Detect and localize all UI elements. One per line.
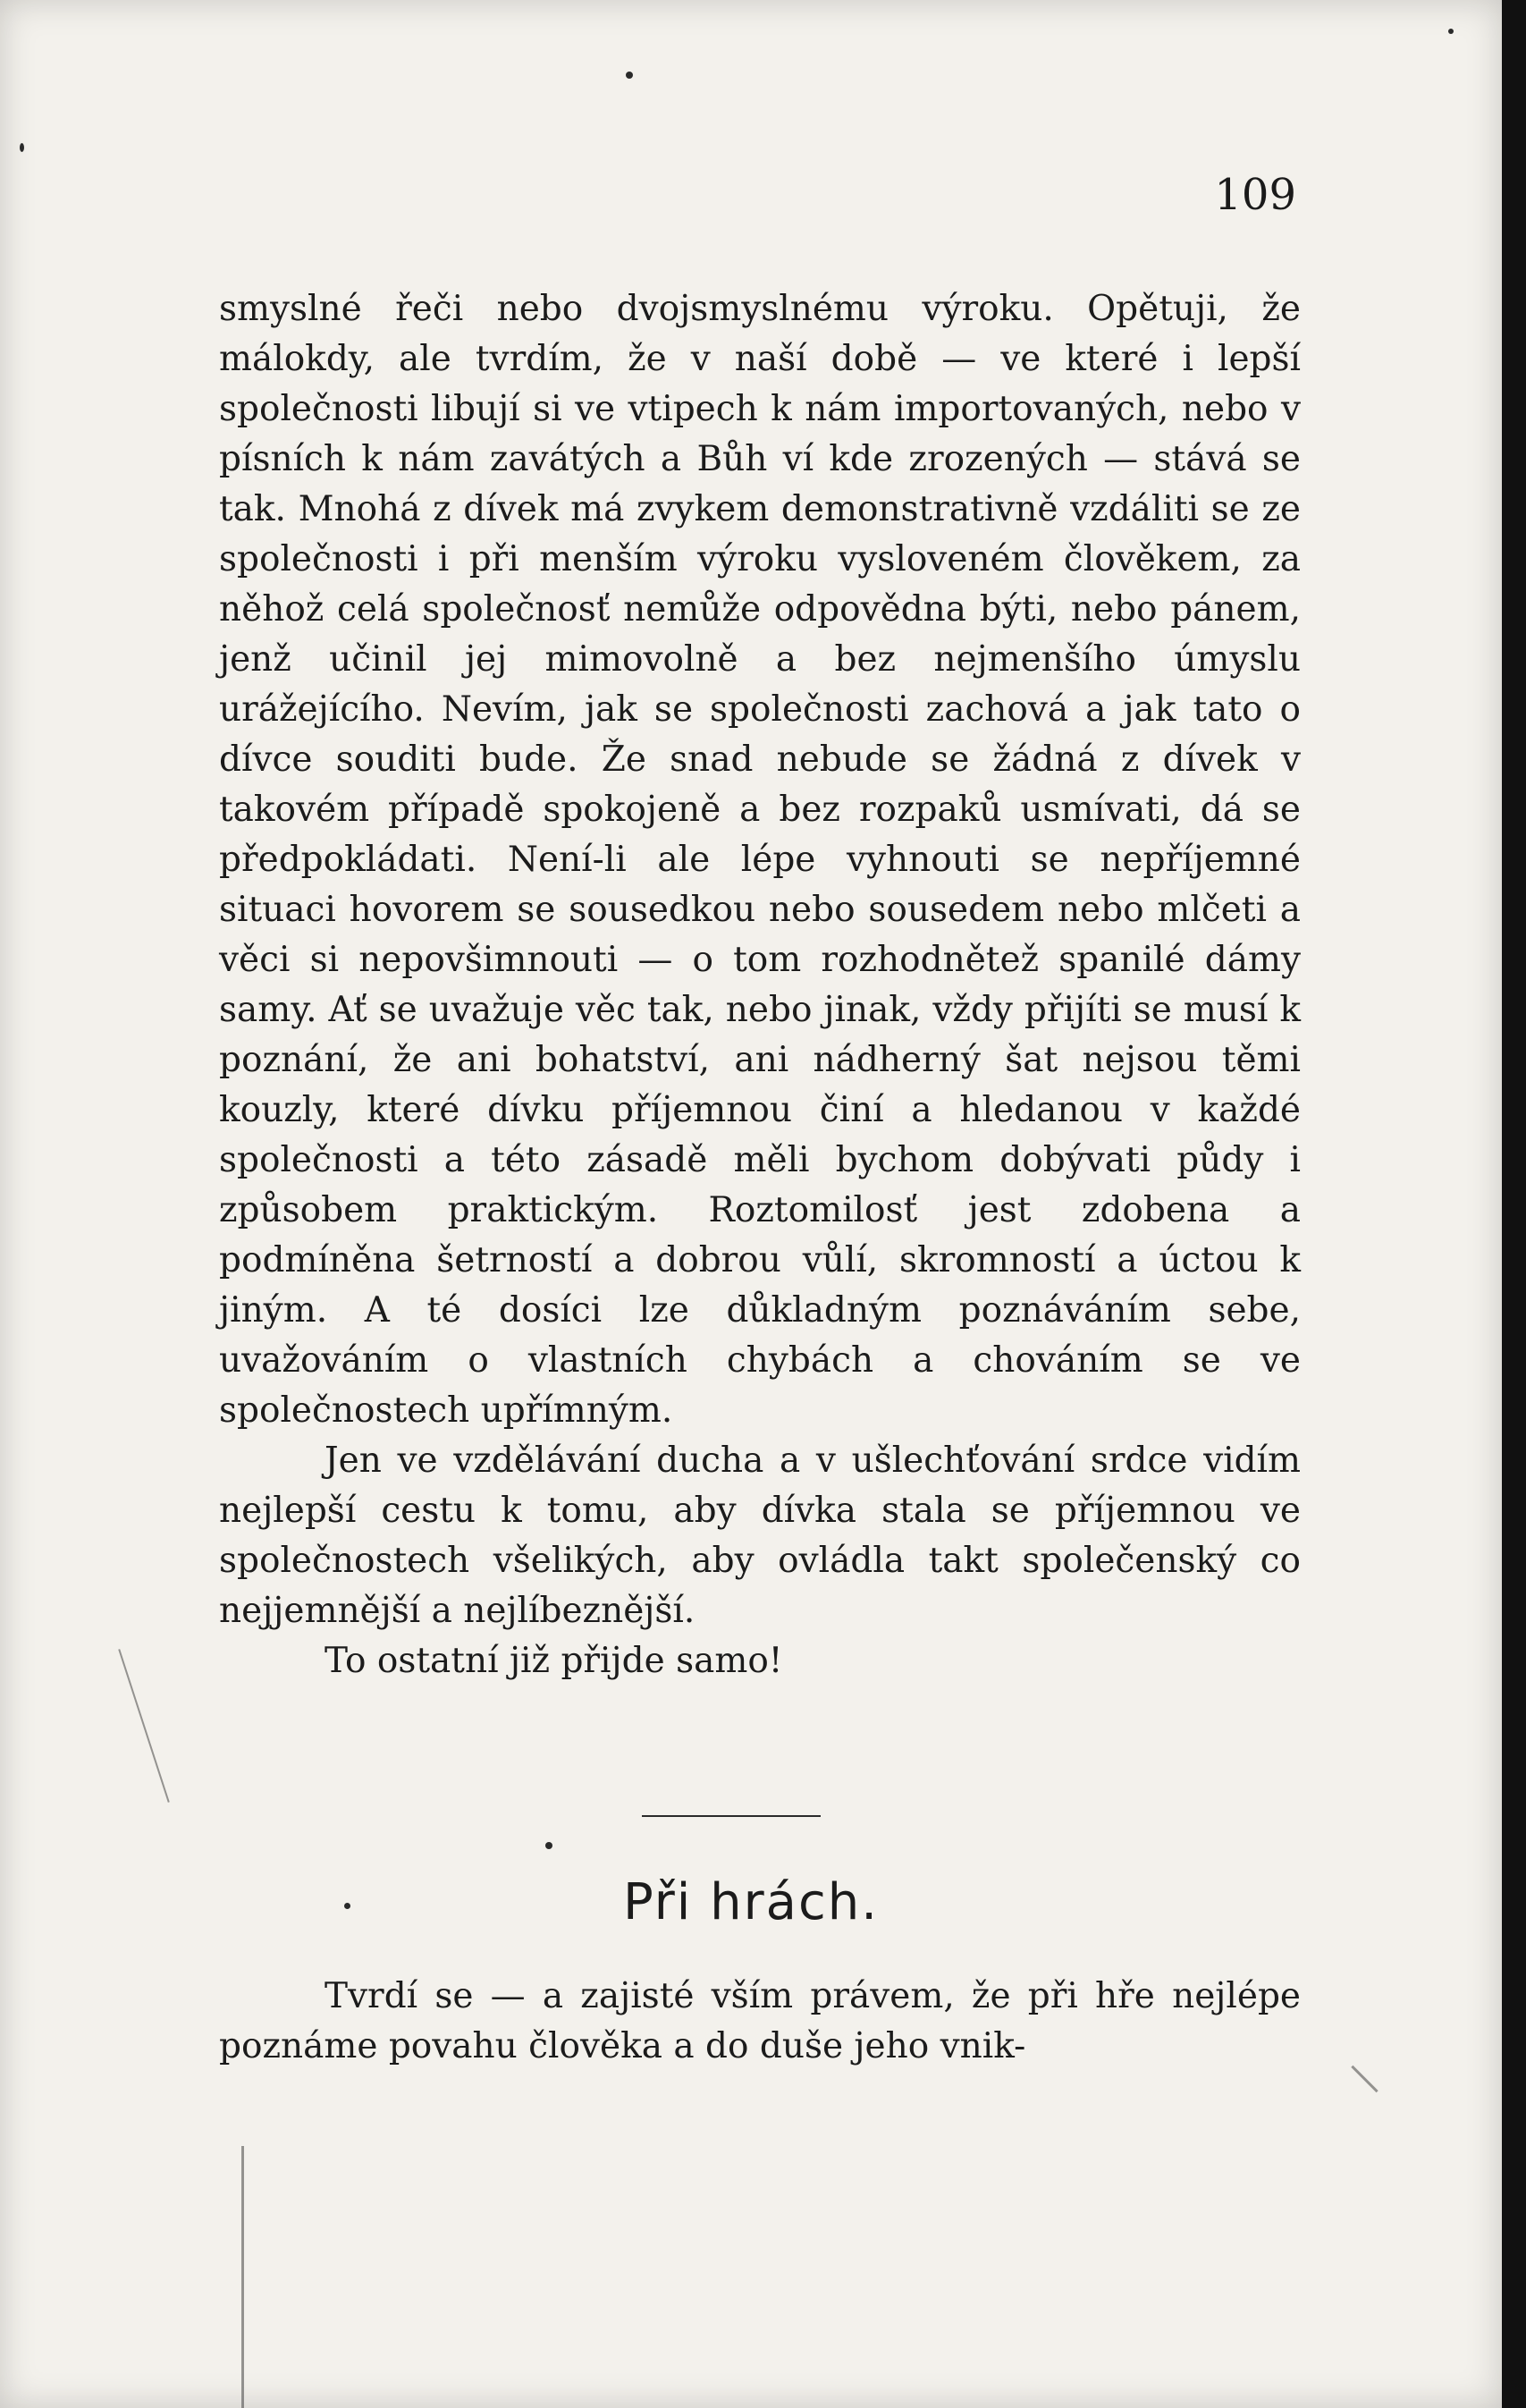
main-text <box>219 284 1301 1686</box>
paragraph: smyslné řeči nebo dvojsmyslnému výroku. Opětuji, že málokdy, ale tvrdím, že v naší době — ve které i lepší společnosti libují si ve vtipech k nám importovaných, nebo v písních k nám zavátých a Bůh ví kde zrozených — stává se tak. Mnohá z dívek má zvykem demonstrativně vzdáliti se ze společnosti i při menším výroku vysloveném člověkem, za něhož celá společnosť nemůže odpovědna býti, nebo pánem, jenž učinil jej mimovolně a bez nejmenšího úmyslu urážejícího. Nevím, jak se společnosti zachová a jak tato o dívce souditi bude. Že snad nebude se žádná z dívek v takovém případě spokojeně a bez rozpaků usmívati, dá se předpokládati. Není-li ale lépe vyhnouti se nepříjemné situaci hovorem se sousedkou nebo sousedem nebo mlčeti a věci si nepovšimnouti — o tom rozhodnětež spanilé dámy samy. Ať se uvažuje věc tak, nebo jinak, vždy přijíti se musí k poznání, že ani bohatství, ani nádherný šat nejsou těmi kouzly, které dívku příjemnou činí a hledanou v každé společnosti a této zásadě měli bychom dobývati půdy i způsobem praktickým. Roztomilosť jest zdobena a podmíněna šetrností a dobrou vůlí, skromností a úctou k jiným. A té dosíci lze důkladným poznáváním sebe, uvažováním o vlastních chybách a chováním se ve společnostech upřímným. <box>219 289 1301 1431</box>
paragraph: Jen ve vzdělávání ducha a v ušlechťování srdce vidím nejlepší cestu k tomu, aby dívka stala se příjemnou ve společnostech všelikých, aby ovládla takt společenský co nejjemnější a nejlíbeznější. <box>219 1441 1301 1631</box>
scan-speck <box>20 143 24 152</box>
scan-speck <box>545 1842 552 1849</box>
section-paragraph: Tvrdí se — a zajisté vším právem, že při hře nejlépe poznáme povahu člověka a do duše jeho vnik- <box>219 1976 1301 2066</box>
page-edge-shadow <box>1502 0 1526 2408</box>
scan-speck <box>344 1903 350 1909</box>
scan-scratch <box>1351 2066 1378 2092</box>
scan-scratch <box>118 1649 170 1803</box>
page-number: 109 <box>1214 170 1296 220</box>
scan-scratch <box>241 2146 244 2408</box>
section-heading: Při hrách. <box>622 1873 880 1931</box>
scan-speck <box>1448 29 1454 34</box>
section-divider <box>642 1815 821 1817</box>
scan-speck <box>626 72 633 79</box>
paragraph: To ostatní již přijde samo! <box>325 1641 783 1681</box>
